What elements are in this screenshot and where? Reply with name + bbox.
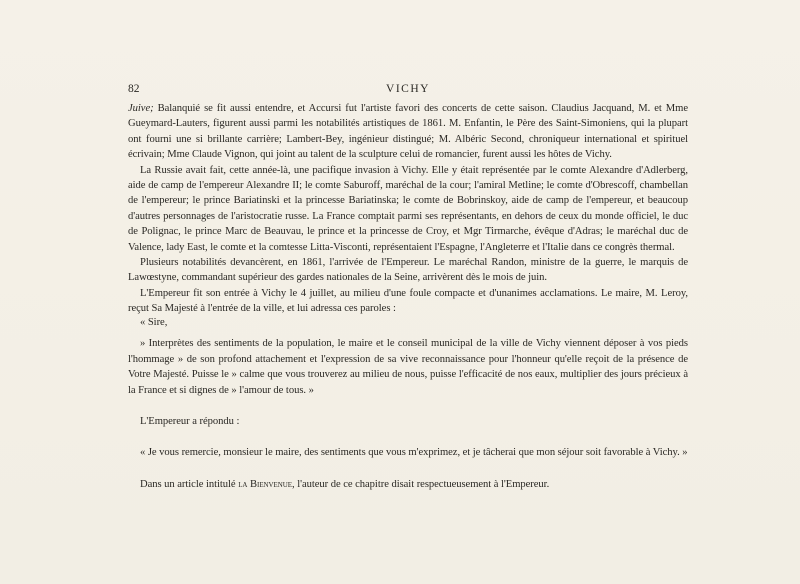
speech-section [128,315,688,492]
salutation: « Sire, [140,317,168,328]
paragraph-1 [128,101,688,163]
page-header [128,83,688,99]
paragraph-1-text: Balanquié se fit aussi entendre, et Accursi fut l'artiste favori des concerts de cette saison. Claudius Jacquand, M. et Mme Gueymard-Lauters, figurent aussi parmi les notabilités artistiques de 1861. M. Enfantin, le Père des Saint-Simoniens, qui la plupart ont fourni une si brillante carrière; Lambert-Bey, ingénieur distingué; M. Albéric Second, chroniqueur international et spirituel écrivain; Mme Claude Vignon, qui joint au talent de la sculpture celui de romancier, furent aussi les hôtes de Vichy. [128,103,688,161]
body-text [128,101,688,317]
paragraph-2: La Russie avait fait, cette année-là, une pacifique invasion à Vichy. Elle y était représentée par le comte Alexandre d'Adlerberg, aide de camp de l'empereur Alexandre II; le comte Saburoff, maréchal de la cour; l'amiral Metline; le comte d'Obrescoff, chambellan de l'empereur; le prince Bariatinski et la princesse Bariatinska; le comte de Bobrinskoy, aide de camp de l'empereur, et beaucoup d'autres personnages de l'aristocratie russe. La France comptait parmi ses représentants, en dehors de ceux du monde officiel, le duc de Polignac, le prince Marc de Beauvau, le prince et la princesse de Croy, et Mgr Tirmarche, évêque d'Adras; le maréchal duc de Valence, lady East, le comte et la comtesse Litta-Visconti, représentaient l'Espagne, l'Angleterre et l'Italie dans ce congrès thermal. [128,164,688,253]
paragraph-3: Plusieurs notabilités devancèrent, en 1861, l'arrivée de l'Empereur. Le maréchal Randon, ministre de la guerre, le marquis de Lawœstyne, commandant supérieur des gardes nationales de la Seine, arrivèrent dès le mois de juin. [128,257,688,284]
mayor-speech: » Interprètes des sentiments de la population, le maire et le conseil municipal de la ville de Vichy viennent déposer à vos pieds l'hommage » de son profond attachement et l'expression de sa vive reconnaissance pour l'honneur qu'elle reçoit de la présence de Votre Majesté. Puisse le » calme que vous trouverez au milieu de nous, puisse l'efficacité de nos eaux, multiplier des jours précieux à la France et si dignes de » l'amour de tous. » [128,338,688,396]
closing-paragraph [128,477,688,492]
running-title: VICHY [386,83,430,95]
paragraph-4: L'Empereur fit son entrée à Vichy le 4 juillet, au milieu d'une foule compacte et d'unanimes acclamations. Le maire, M. Leroy, reçut Sa Majesté à l'entrée de la ville, et lui adressa ces paroles : [128,287,688,315]
page-number: 82 [128,83,140,95]
emperor-reply: « Je vous remercie, monsieur le maire, des sentiments que vous m'exprimez, et je tâcherai que mon séjour soit favorable à Vichy. » [140,447,688,459]
closing-text-before: Dans un article intitulé [140,478,239,490]
opera-title: Juive; [128,103,154,114]
reply-intro: L'Empereur a répondu : [140,416,240,428]
article-title: la Bienvenue [238,478,293,490]
closing-text-after: , l'auteur de ce chapitre disait respectueusement à l'Empereur. [292,478,550,490]
